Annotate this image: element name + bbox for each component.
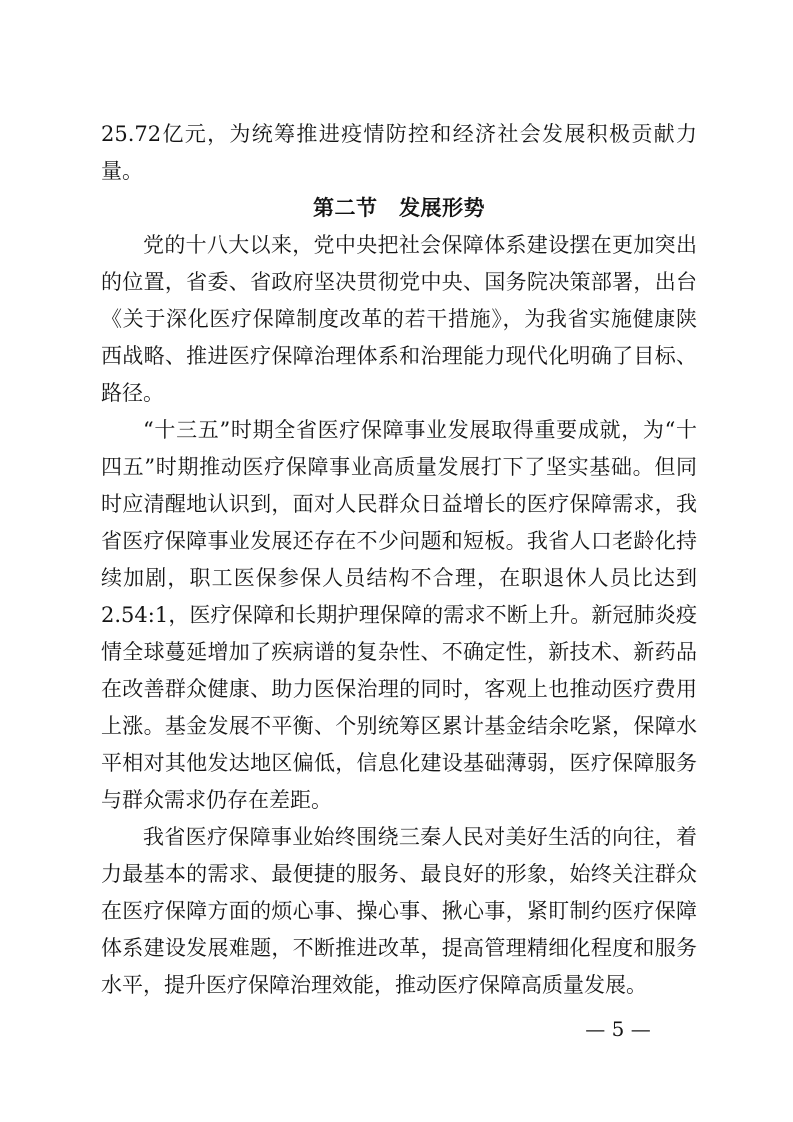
page-number: — 5 — xyxy=(585,1017,651,1041)
body-text xyxy=(101,116,697,1004)
paragraph-2: “十三五”时期全省医疗保障事业发展取得重要成就，为“十四五”时期推动医疗保障事业高质量发展打下了坚实基础。但同时应清醒地认识到，面对人民群众日益增长的医疗保障需求，我省医疗保障事业发展还存在不少问题和短板。我省人口老龄化持续加剧，职工医保参保人员结构不合理，在职退休人员比达到2.54:1，医疗保障和长期护理保障的需求不断上升。新冠肺炎疫情全球蔓延增加了疾病谱的复杂性、不确定性，新技术、新药品在改善群众健康、助力医保治理的同时，客观上也推动医疗费用上涨。基金发展不平衡、个别统筹区累计基金结余吃紧，保障水平相对其他发达地区偏低，信息化建设基础薄弱，医疗保障服务与群众需求仍存在差距。 xyxy=(101,418,697,812)
paragraph-3: 我省医疗保障事业始终围绕三秦人民对美好生活的向往，着力最基本的需求、最便捷的服务、最良好的形象，始终关注群众在医疗保障方面的烦心事、操心事、揪心事，紧盯制约医疗保障体系建设发展难题，不断推进改革，提高管理精细化程度和服务水平，提升医疗保障治理效能，推动医疗保障高质量发展。 xyxy=(101,825,697,997)
continuation-paragraph: 25.72亿元，为统筹推进疫情防控和经济社会发展积极贡献力量。 xyxy=(101,122,697,183)
paragraph-1: 党的十八大以来，党中央把社会保障体系建设摆在更加突出的位置，省委、省政府坚决贯彻党中央、国务院决策部署，出台《关于深化医疗保障制度改革的若干措施》，为我省实施健康陕西战略、推进医疗保障治理体系和治理能力现代化明确了目标、路径。 xyxy=(101,233,697,405)
section-heading: 第二节 发展形势 xyxy=(313,196,485,220)
